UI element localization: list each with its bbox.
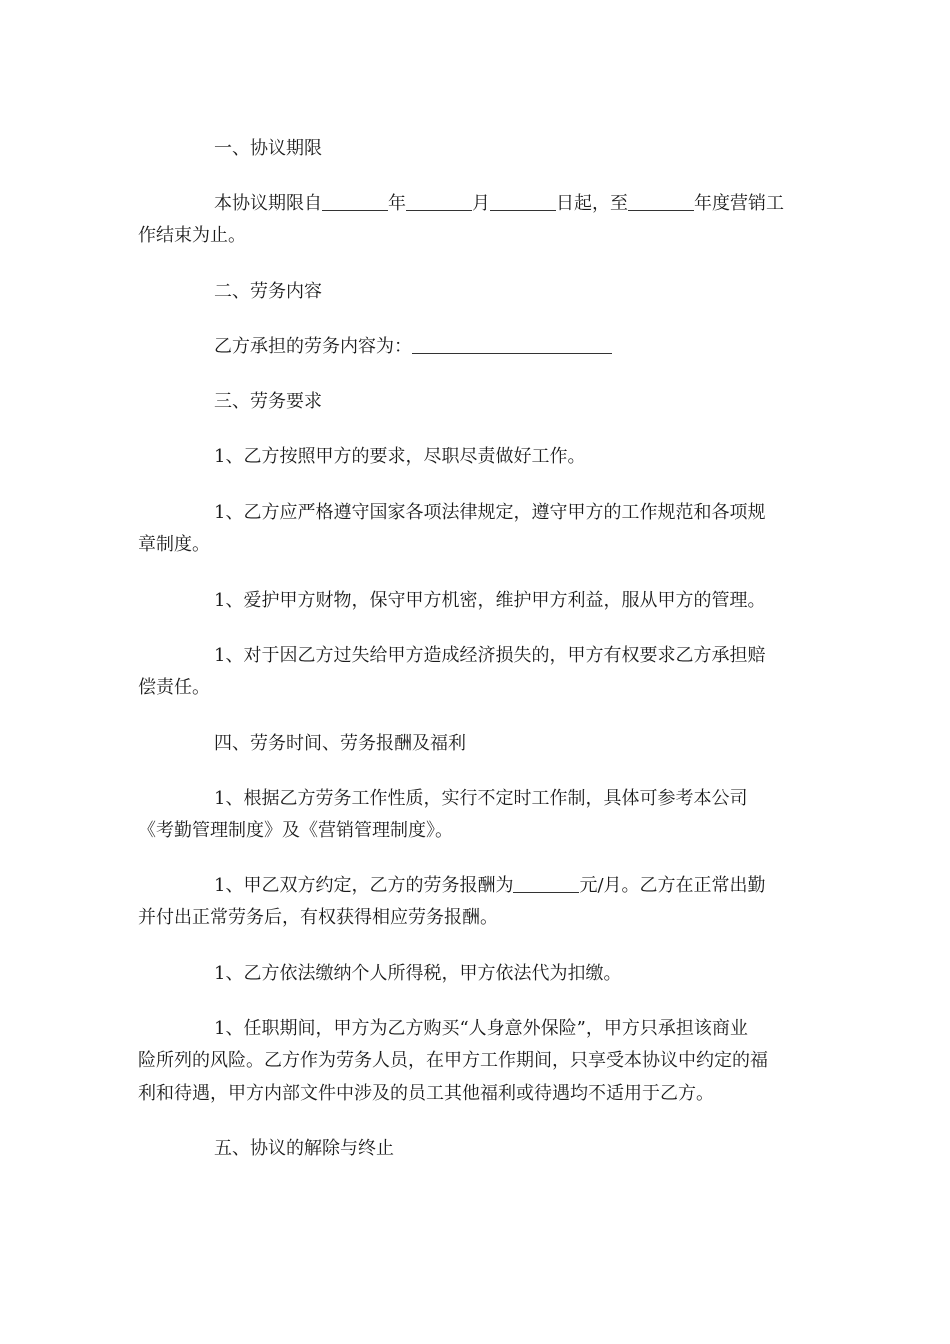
section-4-item-4-cont: 险所列的风险。乙方作为劳务人员，在甲方工作期间，只享受本协议中约定的福 (138, 1050, 768, 1071)
text-fragment: 1、甲乙双方约定，乙方的劳务报酬为 (214, 875, 514, 896)
section-3-item-2-cont: 章制度。 (138, 534, 210, 555)
fill-in-blank[interactable] (322, 192, 388, 211)
section-3-item-4: 1、对于因乙方过失给甲方造成经济损失的，甲方有权要求乙方承担赔 (214, 645, 766, 666)
text-fragment: 本协议期限自 (214, 193, 322, 214)
text-fragment: 年度营销工 (694, 193, 784, 214)
text-fragment: 乙方承担的劳务内容为： (214, 336, 412, 357)
section-4-item-1-cont: 《考勤管理制度》及《营销管理制度》。 (138, 820, 453, 841)
section-4-item-4: 1、任职期间，甲方为乙方购买“人身意外保险”，甲方只承担该商业 (214, 1018, 748, 1039)
section-4-item-1: 1、根据乙方劳务工作性质，实行不定时工作制，具体可参考本公司 (214, 788, 748, 809)
text-fragment: 年 (388, 193, 406, 214)
section-4-title: 四、劳务时间、劳务报酬及福利 (214, 733, 466, 754)
section-4-item-2 (214, 870, 814, 902)
text-fragment: 月 (472, 193, 490, 214)
section-1-paragraph-cont: 作结束为止。 (138, 225, 246, 246)
section-3-item-1: 1、乙方按照甲方的要求，尽职尽责做好工作。 (214, 446, 586, 467)
fill-in-blank[interactable] (406, 192, 472, 211)
fill-in-blank[interactable] (628, 192, 694, 211)
text-fragment: 日起，至 (556, 193, 628, 214)
section-4-item-3: 1、乙方依法缴纳个人所得税，甲方依法代为扣缴。 (214, 963, 622, 984)
section-3-title: 三、劳务要求 (214, 391, 322, 412)
section-4-item-2-cont: 并付出正常劳务后，有权获得相应劳务报酬。 (138, 907, 498, 928)
section-1-paragraph (214, 188, 814, 220)
section-5-title: 五、协议的解除与终止 (214, 1138, 394, 1159)
section-4-item-4-cont: 利和待遇，甲方内部文件中涉及的员工其他福利或待遇均不适用于乙方。 (138, 1083, 714, 1104)
section-3-item-3: 1、爱护甲方财物，保守甲方机密，维护甲方利益，服从甲方的管理。 (214, 590, 766, 611)
text-fragment: 元/月。乙方在正常出勤 (579, 875, 766, 896)
section-3-item-2: 1、乙方应严格遵守国家各项法律规定，遵守甲方的工作规范和各项规 (214, 502, 766, 523)
section-3-item-4-cont: 偿责任。 (138, 677, 210, 698)
section-1-title: 一、协议期限 (214, 138, 322, 159)
section-2-title: 二、劳务内容 (214, 281, 322, 302)
section-2-paragraph (214, 331, 814, 363)
fill-in-blank[interactable] (513, 874, 579, 893)
fill-in-blank[interactable] (490, 192, 556, 211)
fill-in-blank[interactable] (412, 335, 612, 354)
